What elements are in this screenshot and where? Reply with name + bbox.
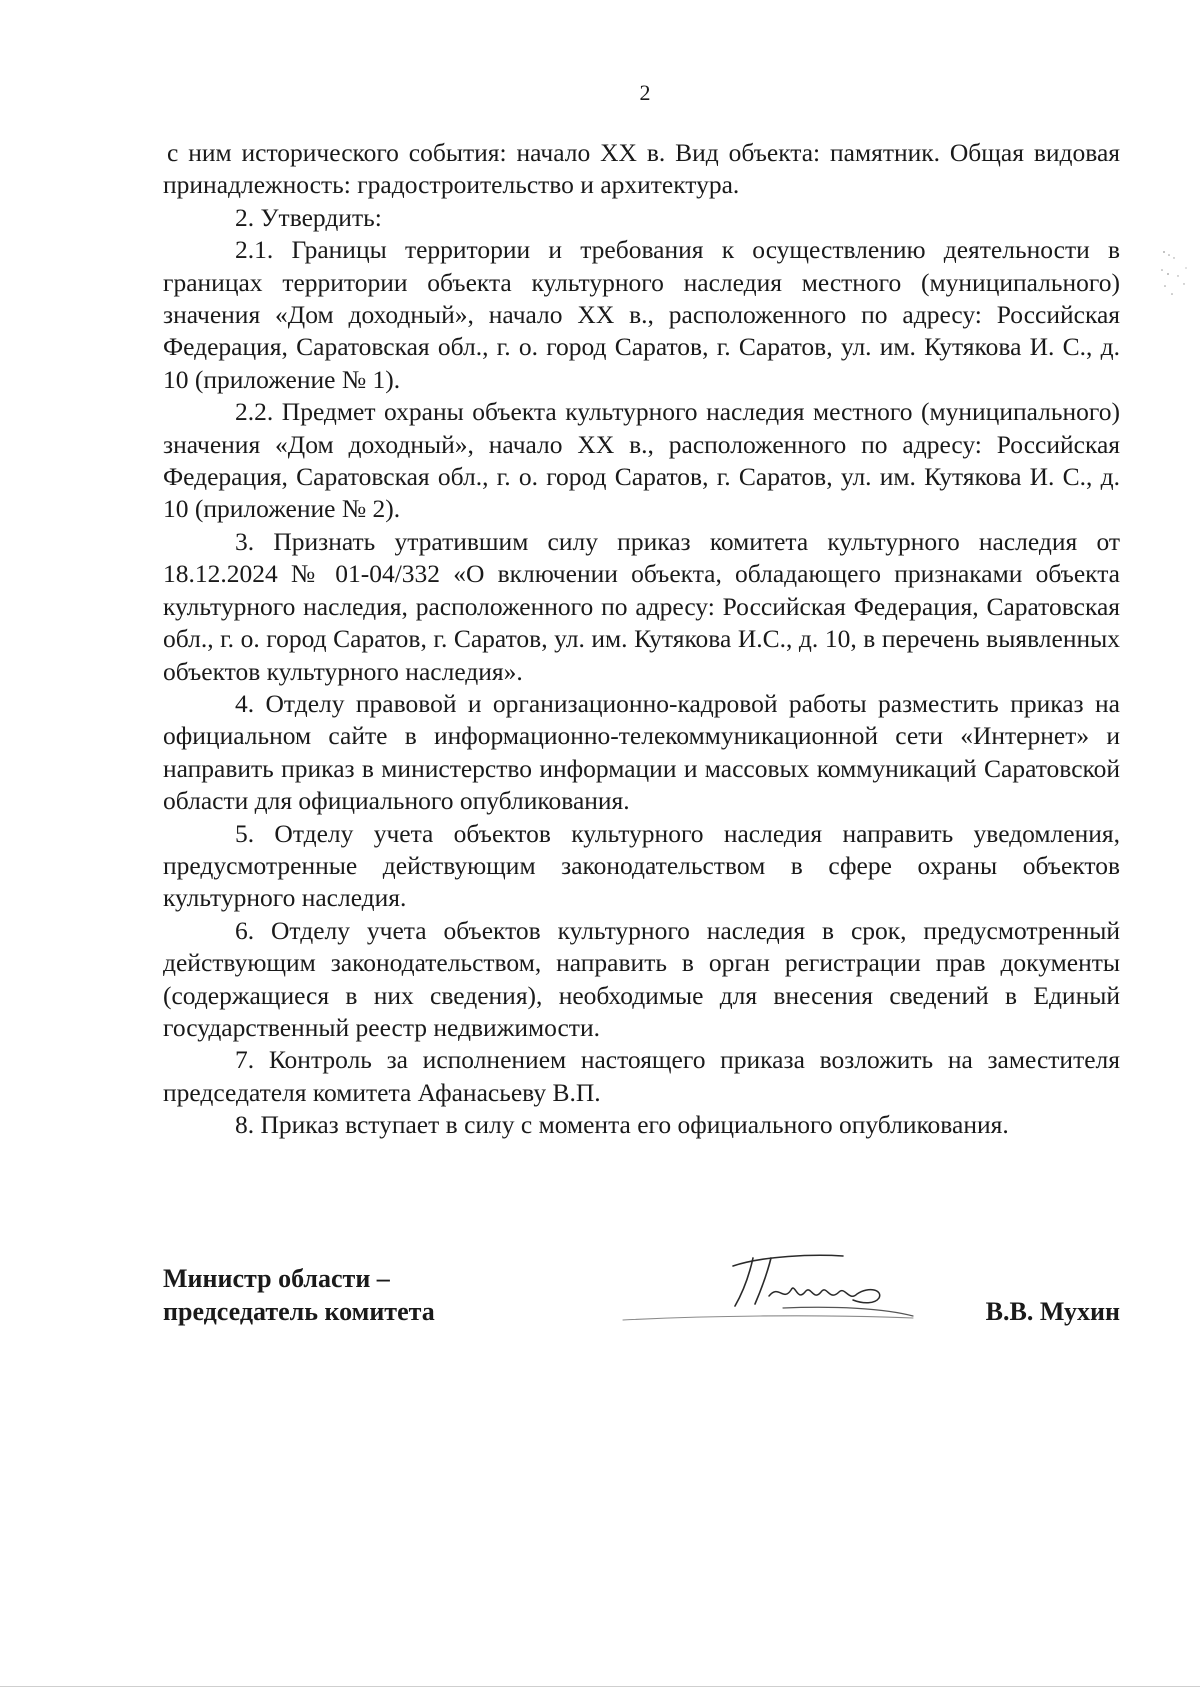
document-body: [163, 137, 1120, 1142]
paragraph-continuation: с ним исторического события: начало XX в. Вид объекта: памятник. Общая видовая принадлежность: градостроительство и архитектура.: [163, 138, 1120, 200]
handwritten-signature: [583, 1244, 923, 1334]
paragraph-item-2-1: 2.1. Границы территории и требования к осуществлению деятельности в границах территории объекта культурного наследия местного (муниципального) значения «Дом доходный», начало XX в., расположенного по адресу: Российская Федерация, Саратовская обл., г. о. город Саратов, г. Саратов, ул. им. Кутякова И. С., д. 10 (приложение № 1).: [163, 235, 1120, 394]
page-number: 2: [639, 80, 651, 105]
paragraph-item-3: 3. Признать утратившим силу приказ комитета культурного наследия от 18.12.2024 № 01-04/332 «О включении объекта, обладающего признаками объекта культурного наследия, расположенного по адресу: Российская Федерация, Саратовская обл., г. о. город Саратов, г. Саратов, ул. им. Кутякова И.С., д. 10, в перечень выявленных объектов культурного наследия».: [163, 526, 1120, 686]
signatory-name: В.В. Мухин: [985, 1297, 1120, 1326]
paragraph-item-6: 6. Отделу учета объектов культурного наследия в срок, предусмотренный действующим законодательством, направить в орган регистрации прав документы (содержащиеся в них сведения), необходимые для внесения сведений в Единый государственный реестр недвижимости.: [163, 915, 1120, 1042]
signatory-position-line-1: Министр области –: [163, 1264, 390, 1293]
paragraph-item-4: 4. Отделу правовой и организационно-кадровой работы разместить приказ на официальном сайте в информационно-телекоммуникационной сети «Интернет» и направить приказ в министерство информации и массовых коммуникаций Саратовской области для официального опубликования.: [163, 688, 1120, 816]
paragraph-item-5: 5. Отделу учета объектов культурного наследия направить уведомления, предусмотренные действующим законодательством в сфере охраны объектов культурного наследия.: [163, 818, 1120, 913]
signature-block: [163, 1262, 1120, 1342]
paragraph-item-7: 7. Контроль за исполнением настоящего приказа возложить на заместителя председателя комитета Афанасьеву В.П.: [163, 1045, 1120, 1107]
signatory-position-line-2: председатель комитета: [163, 1297, 435, 1326]
paragraph-item-8: 8. Приказ вступает в силу с момента его официального опубликования.: [235, 1110, 1009, 1140]
scan-edge-line: [0, 1686, 1200, 1687]
scan-artifact-marks: [1160, 248, 1190, 308]
paragraph-item-2: 2. Утвердить:: [235, 202, 382, 232]
signatory-position: [163, 1262, 435, 1328]
paragraph-item-2-2: 2.2. Предмет охраны объекта культурного наследия местного (муниципального) значения «Дом доходный», начало XX в., расположенного по адресу: Российская Федерация, Саратовская обл., г. о. город Саратов, г. Саратов, ул. им. Кутякова И. С., д. 10 (приложение № 2).: [163, 397, 1120, 524]
